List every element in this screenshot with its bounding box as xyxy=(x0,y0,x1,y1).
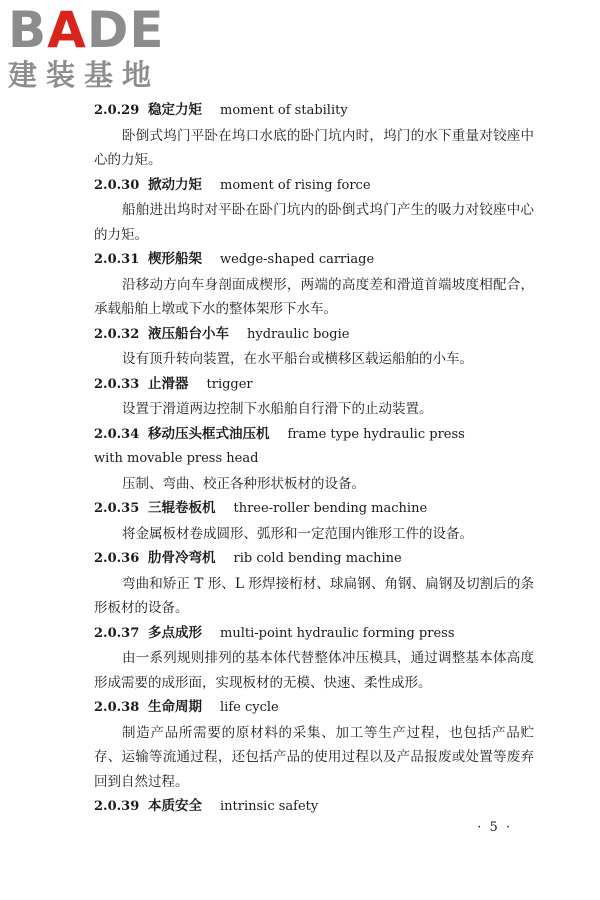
term-english: multi-point hydraulic forming press xyxy=(220,625,455,641)
term-heading xyxy=(94,98,534,124)
term-entry xyxy=(94,695,534,794)
term-definition: 弯曲和矫正 T 形、L 形焊接桁材、球扁钢、角钢、扁钢及切割后的条形板材的设备。 xyxy=(94,575,534,616)
term-entry xyxy=(94,173,534,248)
term-definition: 压制、弯曲、校正各种形状板材的设备。 xyxy=(122,475,365,492)
logo-subtitle: 建装基地 xyxy=(8,58,161,92)
term-heading xyxy=(94,173,534,199)
term-chinese: 本质安全 xyxy=(148,798,202,814)
term-chinese: 肋骨冷弯机 xyxy=(148,550,216,566)
term-entry xyxy=(94,422,534,497)
term-heading xyxy=(94,546,534,572)
term-definition: 船舶进出坞时对平卧在卧门坑内的卧倒式坞门产生的吸力对铰座中心的力矩。 xyxy=(94,202,534,243)
term-english: moment of stability xyxy=(220,103,348,118)
term-chinese: 楔形船架 xyxy=(148,251,202,267)
term-chinese: 稳定力矩 xyxy=(148,102,202,118)
term-entry xyxy=(94,621,534,696)
term-chinese: 移动压头框式油压机 xyxy=(148,425,270,442)
term-heading xyxy=(94,422,534,448)
term-entry xyxy=(94,496,534,546)
term-chinese: 液压船台小车 xyxy=(148,325,229,342)
term-english: wedge-shaped carriage xyxy=(220,252,375,267)
term-chinese: 止滑器 xyxy=(148,375,189,392)
term-definition: 沿移动方向车身剖面成楔形，两端的高度差和滑道首端坡度相配合，承载船舶上墩或下水的整体架形下水车。 xyxy=(94,276,534,317)
term-entry xyxy=(94,247,534,322)
term-definition: 设有顶升转向装置，在水平船台或横移区载运船舶的小车。 xyxy=(122,351,473,367)
term-number: 2.0.34 xyxy=(94,426,140,442)
term-entry xyxy=(94,322,534,372)
term-english: intrinsic safety xyxy=(220,799,319,814)
term-definition: 设置于滑道两边控制下水船舶自行滑下的止动装置。 xyxy=(122,401,433,417)
term-chinese: 掀动力矩 xyxy=(148,176,202,193)
term-chinese: 多点成形 xyxy=(148,624,202,641)
term-number: 2.0.31 xyxy=(94,252,140,267)
term-english-continued: with movable press head xyxy=(94,451,259,466)
logo-wordmark xyxy=(8,1,178,59)
term-heading xyxy=(94,247,534,273)
term-number: 2.0.38 xyxy=(94,700,140,715)
logo xyxy=(8,1,178,96)
term-chinese: 生命周期 xyxy=(148,699,202,715)
term-definition: 卧倒式坞门平卧在坞口水底的卧门坑内时，坞门的水下重量对铰座中心的力矩。 xyxy=(94,127,534,168)
term-number: 2.0.37 xyxy=(94,625,140,641)
term-definition: 由一系列规则排列的基本体代替整体冲压模具，通过调整基本体高度形成需要的成形面，实现板材的无模、快速、柔性成形。 xyxy=(94,650,534,691)
term-english: trigger xyxy=(206,376,253,392)
term-english: life cycle xyxy=(220,700,279,715)
term-number: 2.0.29 xyxy=(94,103,140,118)
term-entry xyxy=(94,372,534,422)
term-definition: 将金属板材卷成圆形、弧形和一定范围内锥形工件的设备。 xyxy=(122,525,473,542)
term-number: 2.0.35 xyxy=(94,501,140,516)
logo-wordmark-pre: B xyxy=(8,1,48,59)
term-definition: 制造产品所需要的原材料的采集、加工等生产过程，也包括产品贮存、运输等流通过程，还包括产品的使用过程以及产品报废或处置等废弃回到自然过程。 xyxy=(94,724,534,790)
glossary-content xyxy=(94,98,534,820)
term-entry xyxy=(94,546,534,621)
term-english: moment of rising force xyxy=(220,177,371,193)
term-number: 2.0.32 xyxy=(94,326,140,342)
term-chinese: 三辊卷板机 xyxy=(148,500,216,516)
term-heading xyxy=(94,794,534,820)
term-number: 2.0.30 xyxy=(94,177,140,193)
term-english: frame type hydraulic press xyxy=(287,426,465,442)
logo-wordmark-accent: A xyxy=(47,1,87,59)
term-heading xyxy=(94,322,534,348)
logo-wordmark-post: DE xyxy=(86,1,165,59)
term-number: 2.0.36 xyxy=(94,551,140,566)
term-entry xyxy=(94,98,534,173)
term-number: 2.0.39 xyxy=(94,799,140,814)
term-english: hydraulic bogie xyxy=(247,326,350,342)
term-heading xyxy=(94,496,534,522)
term-english: three-roller bending machine xyxy=(233,501,428,516)
term-heading xyxy=(94,372,534,398)
term-heading xyxy=(94,695,534,721)
term-number: 2.0.33 xyxy=(94,376,140,392)
term-heading xyxy=(94,621,534,647)
term-entry xyxy=(94,794,534,820)
term-english: rib cold bending machine xyxy=(233,551,402,566)
page-number: · 5 · xyxy=(477,820,512,835)
